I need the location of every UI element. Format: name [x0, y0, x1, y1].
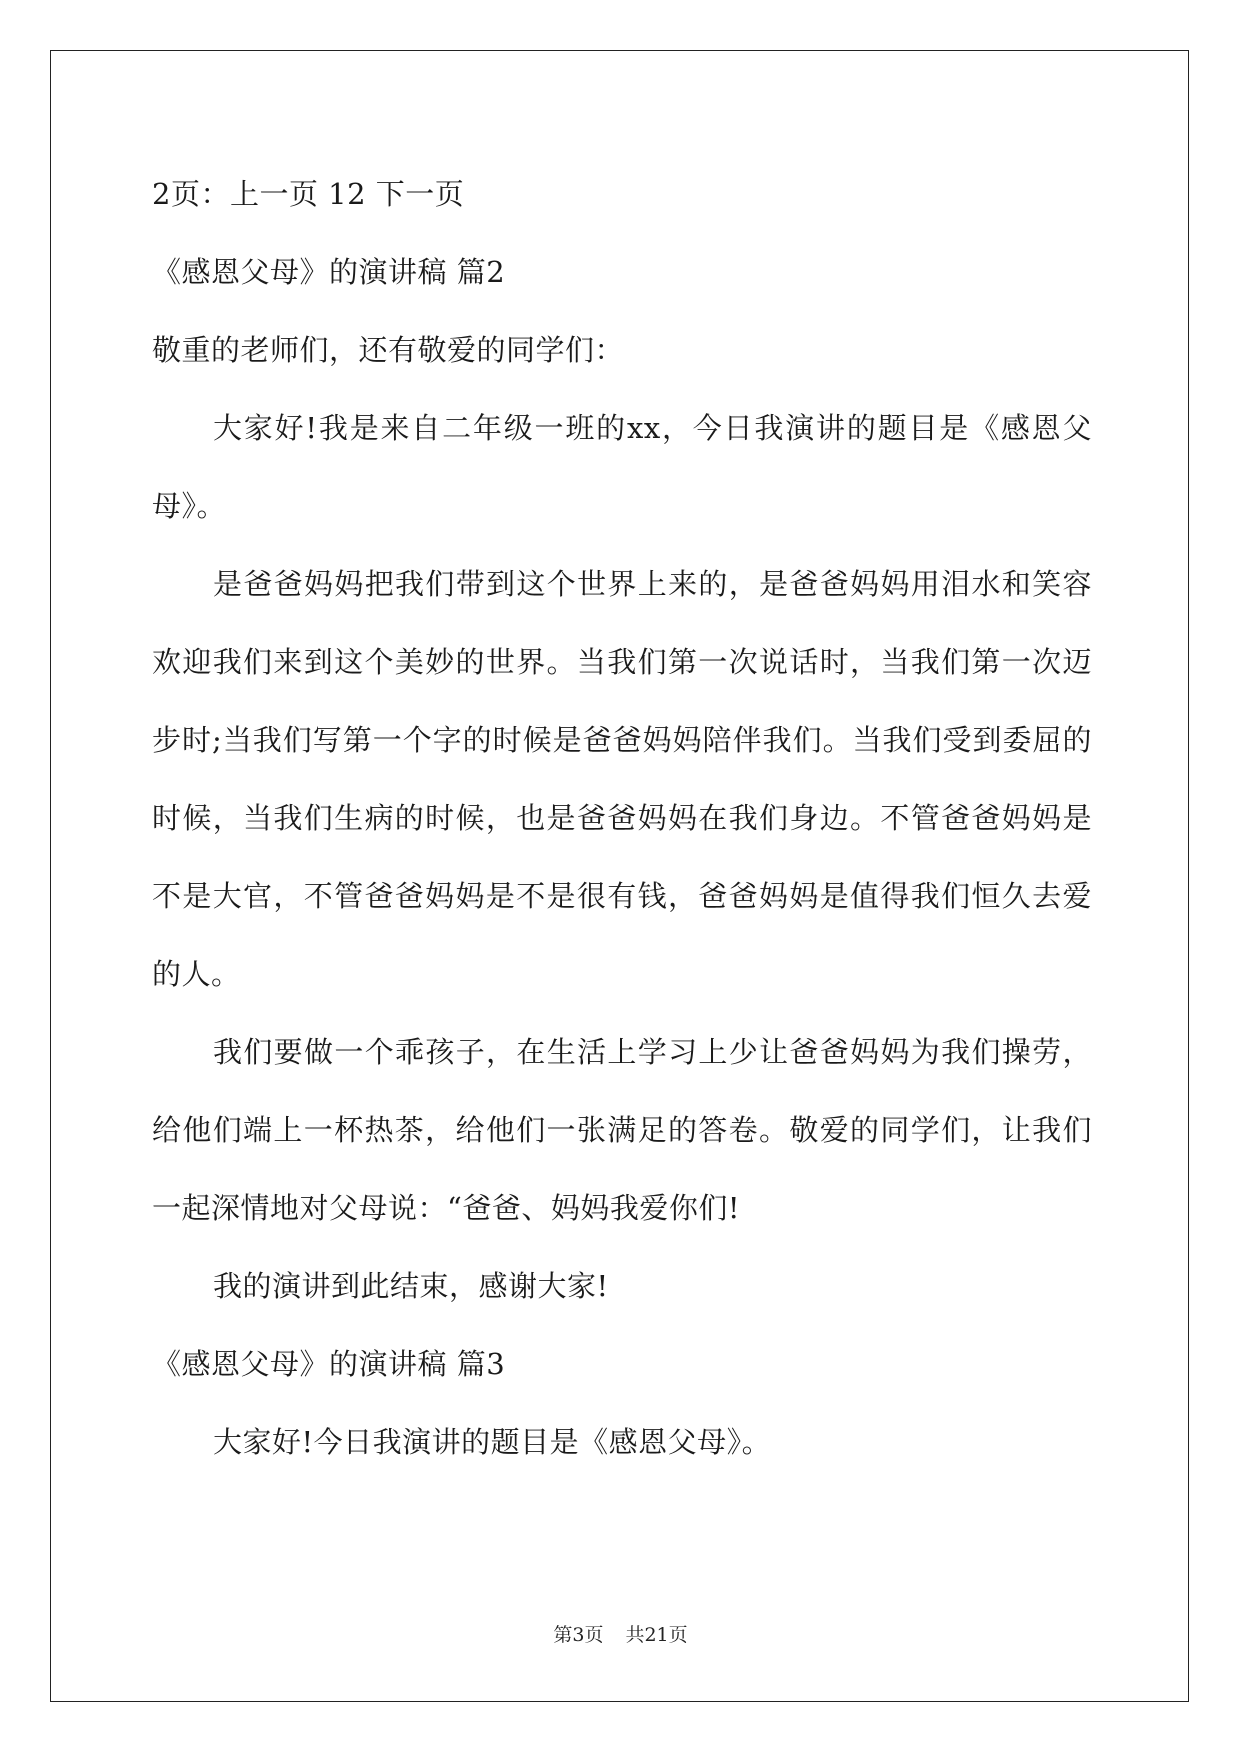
section-title: 《感恩父母》的演讲稿 篇2 — [152, 255, 506, 289]
paragraph: 大家好!今日我演讲的题目是《感恩父母》。 — [213, 1425, 772, 1459]
page-footer — [0, 1620, 1241, 1647]
section-title: 《感恩父母》的演讲稿 篇3 — [152, 1347, 506, 1381]
page-total: 共21页 — [625, 1624, 688, 1646]
paragraph: 我的演讲到此结束，感谢大家! — [213, 1269, 609, 1303]
page-number: 第3页 — [553, 1624, 604, 1646]
paragraph: 是爸爸妈妈把我们带到这个世界上来的，是爸爸妈妈用泪水和笑容欢迎我们来到这个美妙的世界。当我们第一次说话时，当我们第一次迈步时;当我们写第一个字的时候是爸爸妈妈陪伴我们。当我们受到委屈的时候，当我们生病的时候，也是爸爸妈妈在我们身边。不管爸爸妈妈是不是大官，不管爸爸妈妈是不是很有钱，爸爸妈妈是值得我们恒久去爱的人。 — [152, 567, 1092, 991]
paragraph: 大家好!我是来自二年级一班的xx，今日我演讲的题目是《感恩父母》。 — [152, 411, 1092, 523]
pagination-text: 2页：上一页 12 下一页 — [152, 177, 465, 211]
document-body — [152, 155, 1092, 1481]
paragraph: 我们要做一个乖孩子，在生活上学习上少让爸爸妈妈为我们操劳，给他们端上一杯热茶，给他们一张满足的答卷。敬爱的同学们，让我们一起深情地对父母说：“爸爸、妈妈我爱你们! — [152, 1035, 1092, 1225]
salutation: 敬重的老师们，还有敬爱的同学们： — [152, 333, 625, 367]
